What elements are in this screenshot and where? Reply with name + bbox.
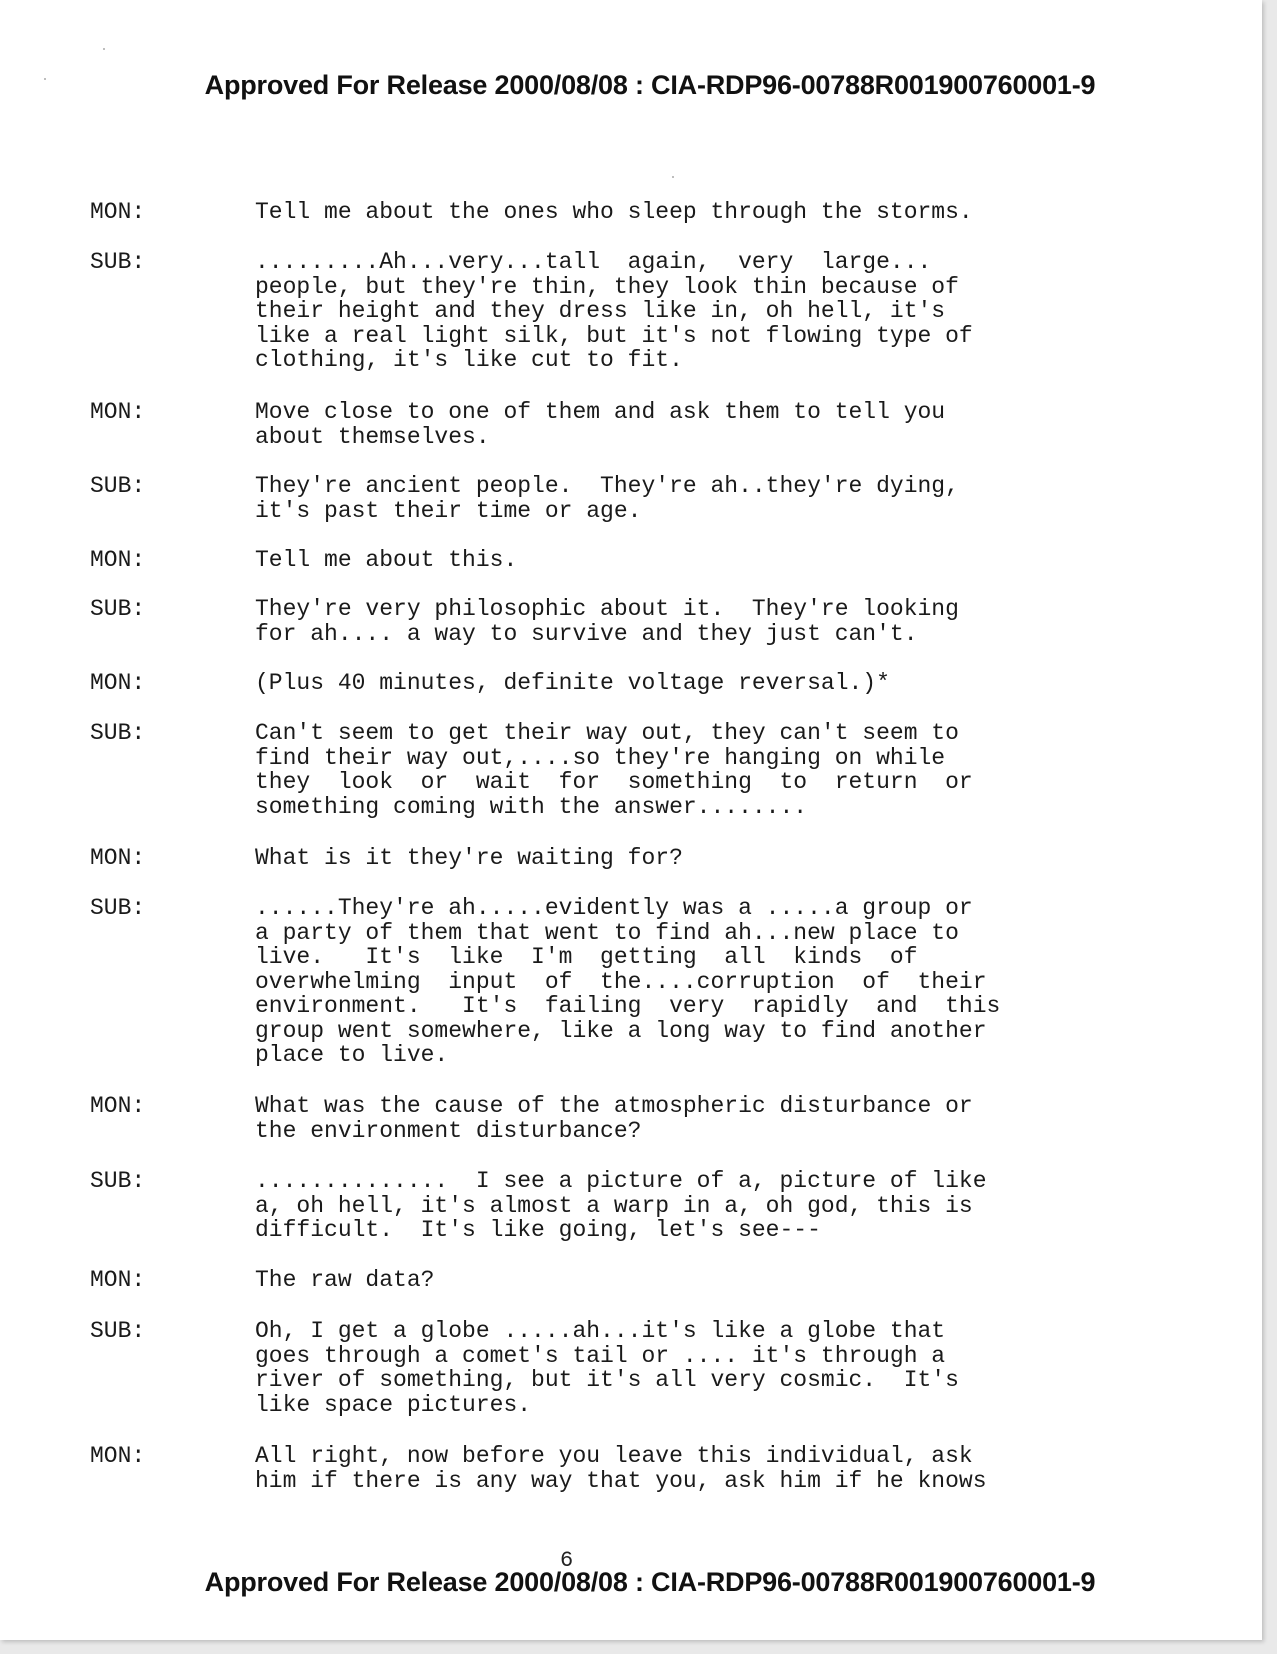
speaker-label: SUB: xyxy=(90,249,146,275)
entry-text: .............. I see a picture of a, picture of like a, oh hell, it's almost a warp in a, oh god, this is difficult. It's like going, let's see--- xyxy=(255,1168,987,1243)
speaker-label: MON: xyxy=(90,845,146,871)
speaker-label: SUB: xyxy=(90,473,146,499)
speaker-label: MON: xyxy=(90,1093,146,1119)
speaker-label: MON: xyxy=(90,1267,146,1293)
speaker-label: SUB: xyxy=(90,596,146,622)
speaker-label: MON: xyxy=(90,670,146,696)
speaker-label: MON: xyxy=(90,199,146,225)
entry-text: ......They're ah.....evidently was a .....a group or a party of them that went to find ah...new place to live. It's like I'm getting all kinds of overwhelming input of the....corruption of their environment. It's failing very rapidly and this group went somewhere, like a long way to find another place to live. xyxy=(255,895,1001,1068)
release-footer: Approved For Release 2000/08/08 : CIA-RDP96-00788R001900760001-9 xyxy=(204,1567,1096,1597)
entry-text: Can't seem to get their way out, they can't seem to find their way out,....so they're hanging on while they look or wait for something to return or something coming with the answer........ xyxy=(255,720,973,820)
entry-text: What was the cause of the atmospheric disturbance or the environment disturbance? xyxy=(255,1093,973,1144)
entry-text: They're very philosophic about it. They're looking for ah.... a way to survive and they just can't. xyxy=(255,596,959,647)
entry-text: The raw data? xyxy=(255,1267,435,1293)
page-number: 6 xyxy=(560,1548,574,1573)
release-header: Approved For Release 2000/08/08 : CIA-RDP96-00788R001900760001-9 xyxy=(204,70,1096,100)
speaker-label: SUB: xyxy=(90,1168,146,1194)
speaker-label: SUB: xyxy=(90,895,146,921)
entry-text: Move close to one of them and ask them to tell you about themselves. xyxy=(255,399,946,450)
entry-text: What is it they're waiting for? xyxy=(255,845,683,871)
entry-text: Tell me about the ones who sleep through the storms. xyxy=(255,199,973,225)
speaker-label: MON: xyxy=(90,1443,146,1469)
entry-text: Tell me about this. xyxy=(255,547,518,573)
entry-text: (Plus 40 minutes, definite voltage reversal.)* xyxy=(255,670,890,696)
entry-text: They're ancient people. They're ah..they're dying, it's past their time or age. xyxy=(255,473,959,524)
entry-text: Oh, I get a globe .....ah...it's like a globe that goes through a comet's tail or .... it's through a river of something, but it's all very cosmic. It's like space pictures. xyxy=(255,1318,959,1418)
speaker-label: SUB: xyxy=(90,720,146,746)
entry-text: .........Ah...very...tall again, very large... people, but they're thin, they look thin because of their height and they dress like in, oh hell, it's like a real light silk, but it's not flowing type of clothing, it's like cut to fit. xyxy=(255,249,973,373)
scan-speck xyxy=(672,176,674,178)
speaker-label: SUB: xyxy=(90,1318,146,1344)
scan-speck xyxy=(103,48,105,50)
speaker-label: MON: xyxy=(90,399,146,425)
speaker-label: MON: xyxy=(90,547,146,573)
entry-text: All right, now before you leave this individual, ask him if there is any way that you, ask him if he knows xyxy=(255,1443,987,1494)
